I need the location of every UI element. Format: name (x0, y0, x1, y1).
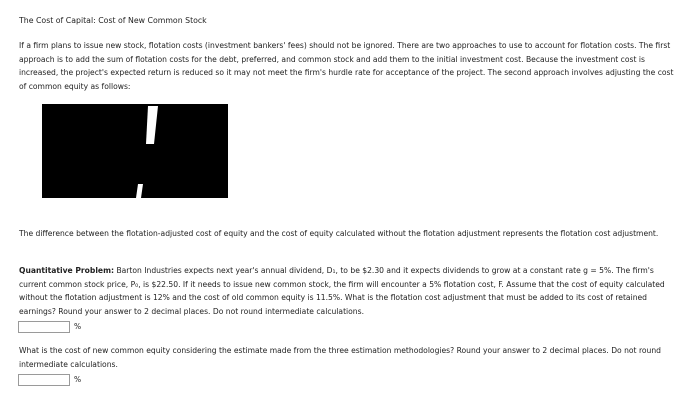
intro-paragraph: If a firm plans to issue new stock, flotation costs (investment bankers' fees) should not be ignored. There are two approaches to use to account for flotation costs. The first approach is to add the sum of flotation costs for the debt, preferred, and common stock and add them to the initial investment cost. Because the investment cost is increased, the project's expected return is reduced so it may not meet the firm's hurdle rate for acceptance of the project. The second approach involves adjusting the cost of common equity as follows: (19, 41, 674, 91)
flotation-adjustment-input[interactable] (18, 321, 70, 333)
difference-paragraph: The difference between the flotation-adjusted cost of equity and the cost of equity calculated without the flotation adjustment represents the flotation cost adjustment. (19, 229, 659, 238)
page-title: The Cost of Capital: Cost of New Common Stock (19, 16, 207, 25)
answer-row-cost-of-new-equity (18, 373, 81, 387)
formula-image-redacted (42, 104, 228, 198)
percent-unit-label: % (74, 322, 82, 332)
percent-unit-label: % (74, 375, 82, 385)
quantitative-problem (19, 264, 683, 318)
problem-label: Quantitative Problem: (19, 266, 115, 275)
cost-of-new-equity-input[interactable] (18, 374, 70, 386)
problem-text: Barton Industries expects next year's annual dividend, D₁, to be $2.30 and it expects dividends to grow at a constant rate g = 5%. The firm's current common stock price, P₀, is $22.50. If it needs to issue new common stock, the firm will encounter a 5% flotation cost, F. Assume that the cost of equity calculated without the flotation adjustment is 12% and the cost of old common equity is 11.5%. What is the flotation cost adjustment that must be added to its cost of retained earnings? Round your answer to 2 decimal places. Do not round intermediate calculations. (19, 266, 665, 316)
answer-row-flotation-adjustment (18, 320, 81, 334)
question-cost-of-new-equity: What is the cost of new common equity considering the estimate made from the three estimation methodologies? Round your answer to 2 decimal places. Do not round intermediate calculations. (19, 346, 661, 369)
formula-image-artifact (42, 104, 228, 198)
